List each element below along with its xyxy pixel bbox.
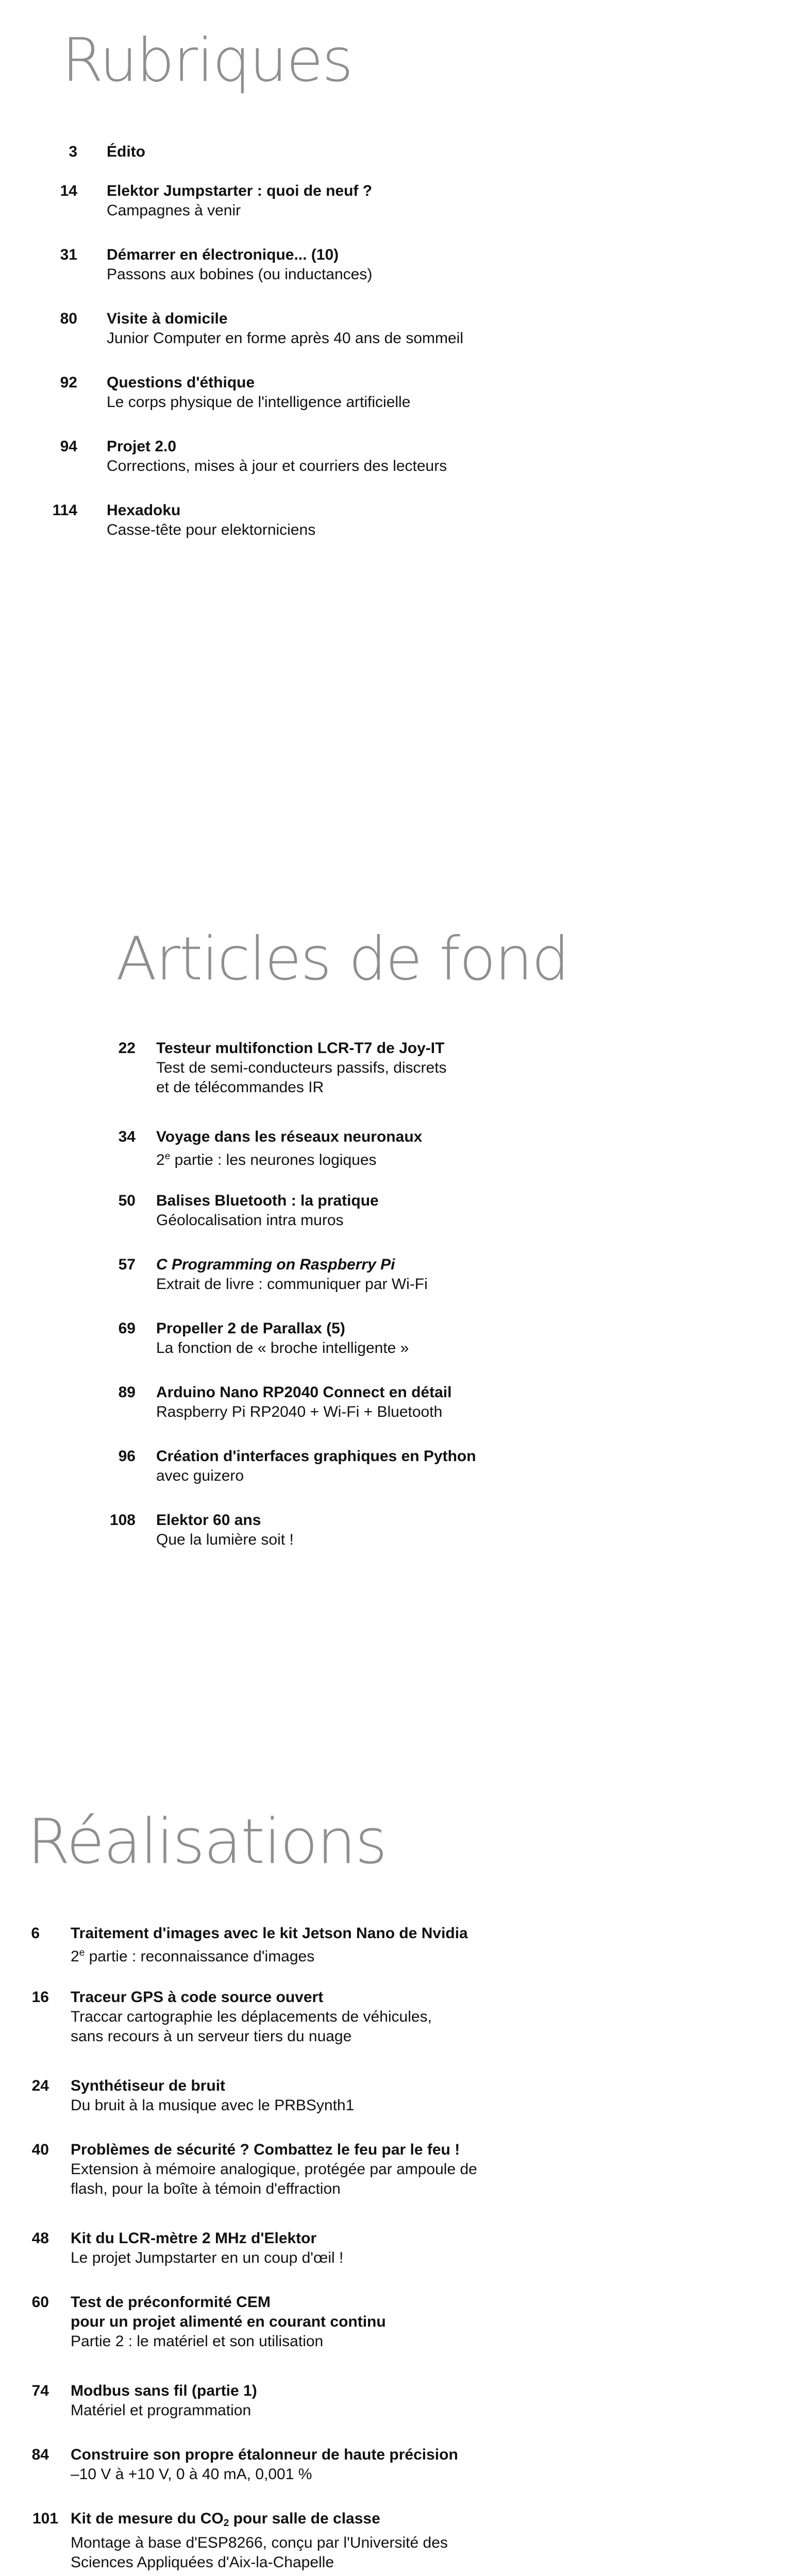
realisation-entry [27,2381,257,2420]
page-number: 3 [69,143,77,160]
rubrique-entry [57,245,372,284]
page-number: 34 [118,1128,136,1145]
entry-text [107,437,447,476]
realisation-entry [27,2140,477,2199]
entry-title: Hexadoku [107,502,181,519]
entry-subtitle: 2e partie : reconnaissance d'images [71,1947,315,1965]
entry-subtitle: Géolocalisation intra muros [156,1212,344,1229]
page-number: 114 [52,502,77,519]
entry-subtitle: Raspberry Pi RP2040 + Wi-Fi + Bluetooth [156,1403,443,1420]
entry-subtitle: Le projet Jumpstarter en un coup d'œil ! [71,2249,344,2266]
entry-text [107,245,372,284]
article-entry [106,1255,428,1294]
page-number: 74 [31,2382,49,2399]
entry-text [156,1191,379,1230]
page-number: 57 [118,1256,136,1273]
article-entry [106,1039,447,1097]
page-number: 69 [118,1320,136,1337]
entry-subtitle: Montage à base d'ESP8266, conçu par l'Université des [71,2534,448,2551]
entry-subtitle: et de télécommandes IR [156,1079,324,1096]
entry-text [156,1383,451,1422]
page-number: 40 [31,2141,49,2158]
article-entry [106,1511,294,1550]
realisation-entry [27,2229,343,2268]
article-entry [106,1127,422,1170]
entry-subtitle: 2e partie : les neurones logiques [156,1151,377,1168]
entry-title: Elektor 60 ans [156,1512,261,1529]
section-title-rubriques: Rubriques [62,26,353,95]
entry-title: Elektor Jumpstarter : quoi de neuf ? [107,182,373,199]
entry-text [156,1127,422,1170]
realisation-entry [27,2509,448,2572]
entry-subtitle: Junior Computer en forme après 40 ans de sommeil [107,330,463,347]
entry-text [71,2293,386,2351]
entry-text [107,309,463,348]
entry-subtitle: Campagnes à venir [107,202,241,219]
entry-title: Questions d'éthique [107,374,255,391]
page-number: 84 [31,2446,49,2463]
rubrique-entry [57,309,463,348]
page-number: 60 [31,2294,49,2311]
realisation-entry [27,2445,458,2484]
entry-title: Arduino Nano RP2040 Connect en détail [156,1384,452,1401]
page-number: 50 [118,1192,136,1209]
entry-title: Kit de mesure du CO2 pour salle de classe [71,2510,380,2529]
entry-title: Traceur GPS à code source ouvert [71,1989,324,2006]
entry-subtitle: avec guizero [156,1467,244,1484]
entry-text [71,1924,468,1967]
entry-text [156,1255,428,1294]
section-title-articles: Articles de fond [116,924,569,994]
entry-title: Modbus sans fil (partie 1) [71,2382,257,2399]
rubrique-entry [57,437,447,476]
page-number: 16 [31,1989,49,2006]
entry-title: C Programming on Raspberry Pi [156,1256,395,1273]
entry-text [156,1319,409,1358]
entry-subtitle: Le corps physique de l'intelligence artificielle [107,394,411,411]
page-number: 92 [60,374,77,391]
entry-subtitle: La fonction de « broche intelligente » [156,1340,409,1357]
article-entry [106,1319,409,1358]
entry-text [71,2445,458,2484]
entry-title: Balises Bluetooth : la pratique [156,1192,379,1209]
entry-text [71,1988,432,2046]
entry-subtitle: –10 V à +10 V, 0 à 40 mA, 0,001 % [71,2466,312,2483]
page-number: 94 [60,438,77,455]
entry-title: Voyage dans les réseaux neuronaux [156,1128,423,1145]
entry-text [107,142,145,162]
page-number: 80 [60,310,77,327]
page-number: 96 [118,1448,136,1465]
entry-text [107,373,410,412]
entry-title: Projet 2.0 [107,438,177,455]
entry-subtitle: Sciences Appliquées d'Aix-la-Chapelle [71,2554,334,2571]
entry-title-continued: pour un projet alimenté en courant continu [71,2313,386,2330]
page-number: 6 [31,1925,40,1942]
entry-subtitle: Que la lumière soit ! [156,1531,294,1548]
entry-title: Édito [107,143,145,160]
entry-text [107,181,372,221]
realisation-entry [27,2076,354,2115]
entry-text [71,2229,343,2268]
page-number: 101 [32,2510,58,2527]
page-number: 108 [109,1512,136,1529]
rubrique-entry [52,501,316,540]
entry-title: Testeur multifonction LCR-T7 de Joy-IT [156,1040,445,1057]
entry-subtitle: Corrections, mises à jour et courriers des lecteurs [107,457,447,474]
realisation-entry [27,1924,468,1967]
entry-title: Traitement d'images avec le kit Jetson Nano de Nvidia [71,1925,468,1942]
entry-subtitle: Extension à mémoire analogique, protégée par ampoule de [71,2161,477,2178]
entry-text [156,1447,476,1486]
entry-text [71,2381,257,2420]
page-number: 48 [31,2230,49,2247]
article-entry [106,1191,379,1230]
page-number: 89 [118,1384,136,1401]
entry-title: Propeller 2 de Parallax (5) [156,1320,345,1337]
entry-title: Test de préconformité CEM [71,2294,271,2311]
entry-title: Kit du LCR-mètre 2 MHz d'Elektor [71,2230,317,2247]
page-number: 14 [60,182,77,199]
section-title-realisations: Réalisations [27,1806,387,1878]
realisation-entry [27,2293,386,2351]
entry-title: Synthétiseur de bruit [71,2077,226,2094]
entry-title: Création d'interfaces graphiques en Python [156,1448,476,1465]
page-number: 22 [118,1040,136,1057]
page-number: 31 [60,246,77,263]
realisation-entry [27,1988,432,2046]
entry-title: Construire son propre étalonneur de haute précision [71,2446,458,2463]
entry-subtitle: Matériel et programmation [71,2402,251,2419]
entry-subtitle: Casse-tête pour elektorniciens [107,521,316,538]
entry-subtitle: Extrait de livre : communiquer par Wi-Fi [156,1276,428,1293]
page-number: 24 [31,2077,49,2094]
entry-subtitle: Du bruit à la musique avec le PRBSynth1 [71,2097,355,2114]
entry-title: Visite à domicile [107,310,228,327]
entry-subtitle: Test de semi-conducteurs passifs, discrets [156,1059,447,1076]
entry-subtitle: sans recours à un serveur tiers du nuage [71,2028,352,2045]
entry-text [156,1511,294,1550]
article-entry [106,1383,451,1422]
entry-title: Démarrer en électronique... (10) [107,246,339,263]
rubrique-entry [57,373,410,412]
entry-title: Problèmes de sécurité ? Combattez le feu par le feu ! [71,2141,460,2158]
rubrique-entry [57,142,145,162]
rubrique-entry [57,181,372,221]
entry-text [71,2076,354,2115]
entry-subtitle: Traccar cartographie les déplacements de véhicules, [71,2008,432,2025]
entry-subtitle: flash, pour la boîte à témoin d'effraction [71,2180,341,2197]
entry-text [156,1039,447,1097]
entry-subtitle: Passons aux bobines (ou inductances) [107,266,373,283]
entry-subtitle: Partie 2 : le matériel et son utilisation [71,2333,324,2350]
entry-text [107,501,315,540]
article-entry [106,1447,476,1486]
entry-text [71,2509,448,2572]
entry-text [71,2140,477,2199]
